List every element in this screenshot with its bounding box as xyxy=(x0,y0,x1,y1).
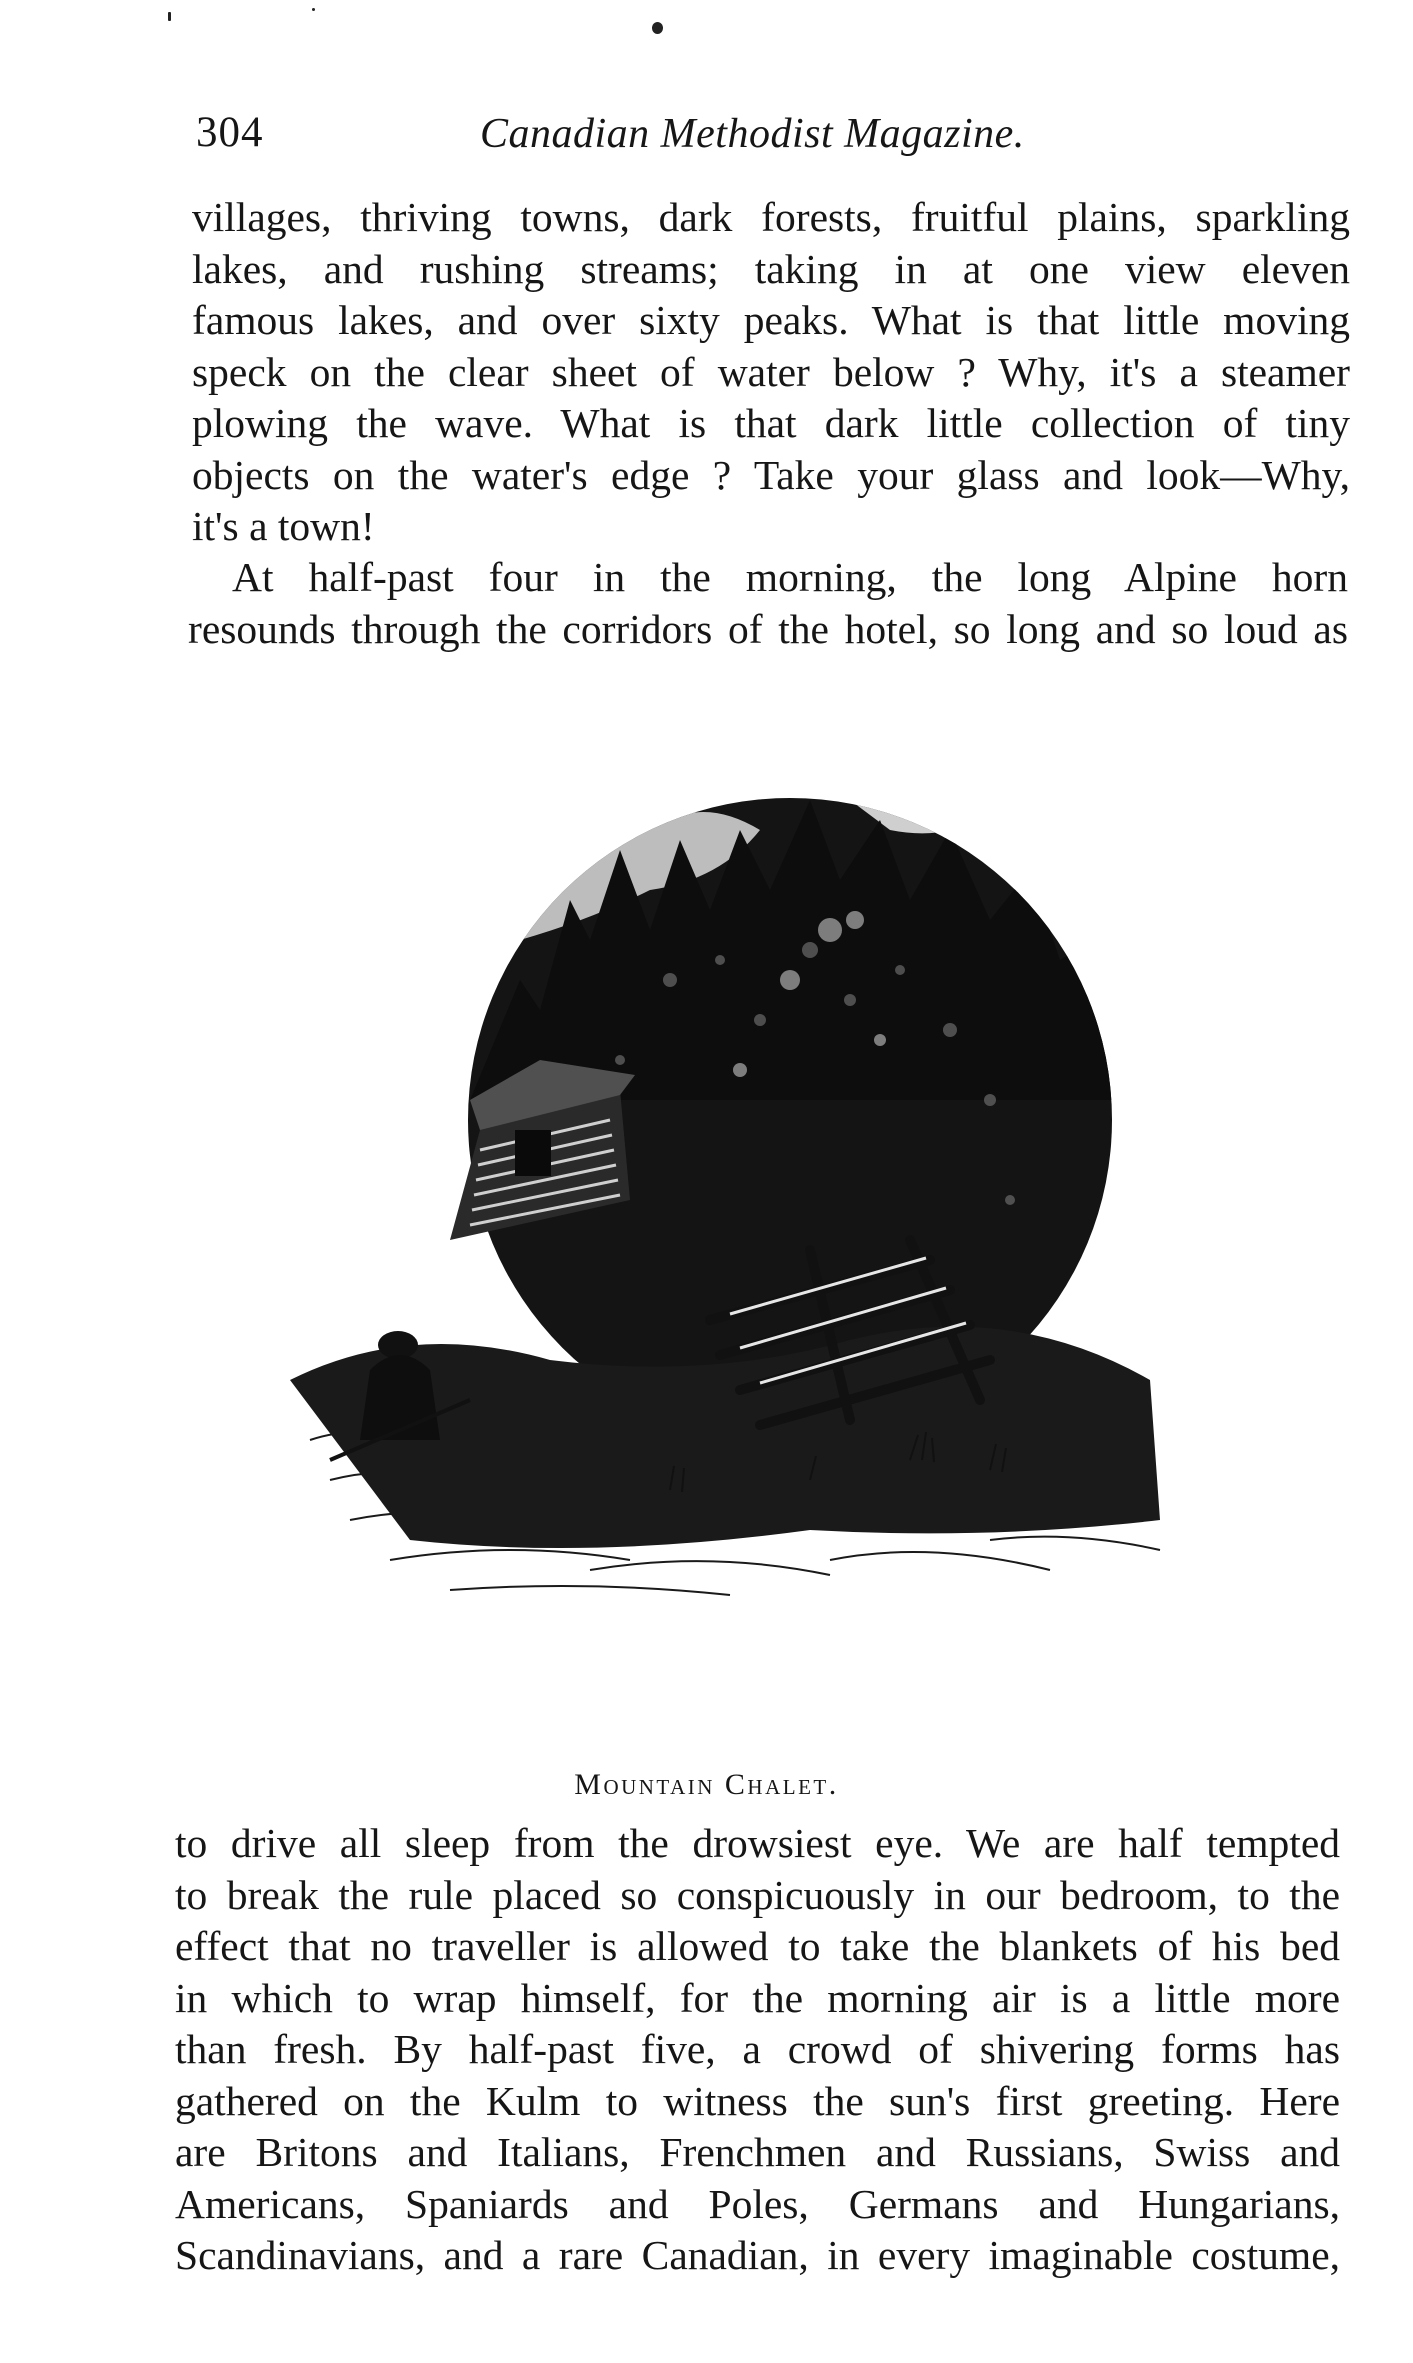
text-line: Scandinavians, and a rare Canadian, in every imaginable costume, xyxy=(175,2232,1340,2278)
page-number: 304 xyxy=(196,109,264,156)
text-line: villages, thriving towns, dark forests, fruitful plains, sparkling xyxy=(192,194,1350,240)
engraving-drawing xyxy=(290,680,1280,1760)
figure-caption: Mountain Chalet. xyxy=(574,1768,839,1801)
running-title: Canadian Methodist Magazine. xyxy=(480,111,1025,157)
text-line: gathered on the Kulm to witness the sun's first greeting. Here xyxy=(175,2077,1340,2124)
text-line: it's a town! xyxy=(192,503,375,549)
paragraph-continued xyxy=(192,192,1350,553)
text-line: to break the rule placed so conspicuously in our bedroom, to the xyxy=(175,1871,1340,1918)
text-line: famous lakes, and over sixty peaks. What is that little moving xyxy=(192,297,1350,343)
mountain-chalet-engraving xyxy=(290,680,1280,1760)
text-line: At half-past four in the morning, the long Alpine horn xyxy=(232,554,1348,600)
text-line: in which to wrap himself, for the morning air is a little more xyxy=(175,1974,1340,2021)
text-line: plowing the wave. What is that dark little collection of tiny xyxy=(192,400,1350,446)
paragraph-alpine-horn-continued xyxy=(175,1818,1340,2282)
text-line: are Britons and Italians, Frenchmen and Russians, Swiss and xyxy=(175,2129,1340,2175)
text-line: to drive all sleep from the drowsiest eye. We are half tempted xyxy=(175,1820,1340,1866)
text-line: Americans, Spaniards and Poles, Germans and Hungarians, xyxy=(175,2180,1340,2227)
page-header xyxy=(190,108,1190,168)
text-line: than fresh. By half-past five, a crowd of shivering forms has xyxy=(175,2026,1340,2072)
text-line: lakes, and rushing streams; taking in at one view eleven xyxy=(192,245,1350,292)
text-line: resounds through the corridors of the hotel, so long and so loud as xyxy=(188,605,1348,652)
text-line: effect that no traveller is allowed to take the blankets of his bed xyxy=(175,1923,1340,1969)
text-line: speck on the clear sheet of water below ? Why, it's a steamer xyxy=(192,348,1350,395)
paragraph-alpine-horn-start xyxy=(188,552,1348,655)
text-line: objects on the water's edge ? Take your glass and look—Why, xyxy=(192,451,1350,498)
